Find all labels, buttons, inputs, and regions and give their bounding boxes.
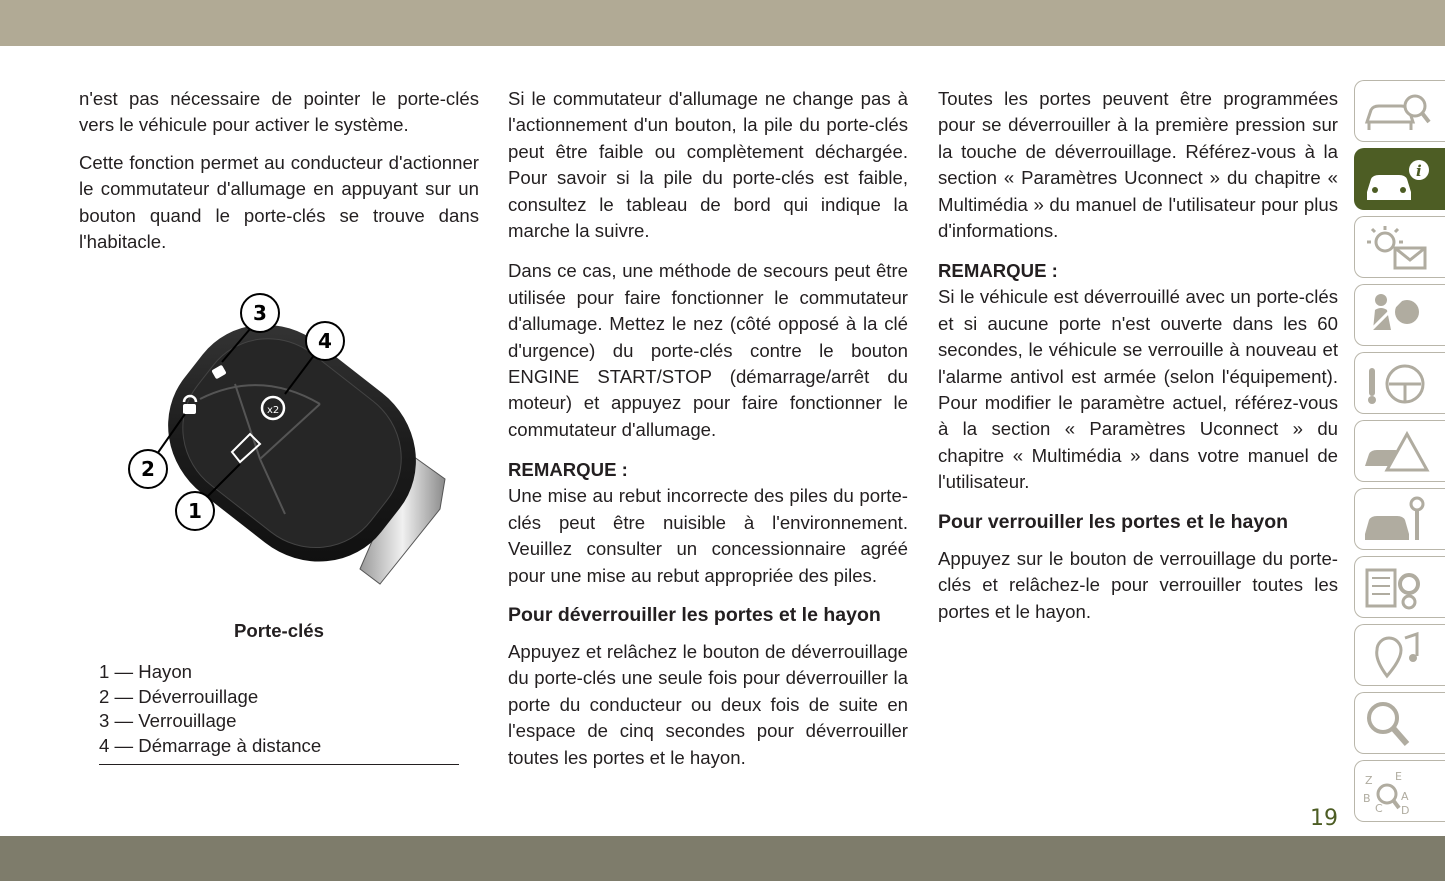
alphabetical-index-icon (1361, 766, 1433, 818)
tab-emergency[interactable] (1354, 420, 1445, 482)
multimedia-icon (1361, 630, 1433, 682)
paragraph: Si le commutateur d'allumage ne change pas à l'actionnement d'un bouton, la pile du porte-clés peut être faible ou complètement déchargée. Pour savoir si la pile du porte-clés est faible, consultez le tableau de bord qui indique la marche la suivre. (508, 88, 908, 242)
tab-warning-lights[interactable] (1354, 216, 1445, 278)
svg-text:C: C (1375, 802, 1383, 815)
tab-safety[interactable] (1354, 284, 1445, 346)
tab-service[interactable] (1354, 488, 1445, 550)
paragraph: Toutes les portes peuvent être programmées pour se déverrouiller à la première pression sur la touche de déverrouillage. Référez-vous à la section « Paramètres Uconnect » du chapitre « Multimédia » du manuel de l'utilisateur pour plus d'informations. (938, 88, 1338, 242)
paragraph: Appuyez sur le bouton de verrouillage du porte-clés et relâchez-le pour verrouiller toutes les portes et le hayon. (938, 547, 1338, 622)
svg-text:i: i (1416, 162, 1422, 180)
warning-light-message-icon (1361, 222, 1433, 274)
svg-text:B: B (1363, 792, 1371, 805)
callout-3: 3 (253, 301, 267, 325)
legend-item: 2 — Déverrouillage (99, 685, 259, 707)
bottom-bar (0, 836, 1445, 881)
car-info-icon (1361, 154, 1433, 206)
tab-multimedia[interactable] (1354, 624, 1445, 686)
tab-index[interactable] (1354, 760, 1445, 822)
tab-customer-assistance[interactable] (1354, 692, 1445, 754)
specifications-gear-icon (1361, 562, 1433, 614)
figure-legend (99, 660, 459, 765)
svg-text:Z: Z (1365, 774, 1373, 787)
paragraph: n'est pas nécessaire de pointer le porte-clés vers le véhicule pour activer le système. (79, 88, 479, 136)
column-3 (938, 86, 1338, 636)
legend-item: 1 — Hayon (99, 661, 193, 682)
note-title: REMARQUE : (508, 459, 628, 481)
car-inspection-icon (1361, 86, 1433, 138)
paragraph: Cette fonction permet au conducteur d'actionner le commutateur d'allumage en appuyant sur un bouton quand le porte-clés se trouve dans l'habitacle. (79, 151, 479, 253)
svg-text:x2: x2 (267, 405, 280, 416)
top-bar (0, 0, 1445, 46)
page-number: 19 (1310, 806, 1338, 831)
svg-text:E: E (1395, 770, 1402, 783)
column-2 (508, 86, 908, 782)
airbag-seatbelt-icon (1361, 290, 1433, 342)
paragraph: Dans ce cas, une méthode de secours peut être utilisée pour faire fonctionner le commutateur d'allumage. Mettez le nez (côté opposé à la clé d'urgence) du porte-clés contre le bouton ENGINE START/STOP (démarrage/arrêt du moteur) et appuyez pour faire fonctionner le commutateur d'allumage. (508, 260, 908, 440)
note-text: Si le véhicule est déverrouillé avec un porte-clés et si aucune porte n'est ouverte dans les 60 secondes, le véhicule se verrouille à nouveau et l'alarme antivol est armée (selon l'équipement). Pour modifier le paramètre actuel, référez-vous à la section « Paramètres Uconnect » du chapitre « Multimédia » dans votre manuel de l'utilisateur. (938, 286, 1338, 493)
search-magnifier-icon (1361, 698, 1433, 750)
note-text: Une mise au rebut incorrecte des piles du porte-clés peut être nuisible à l'environnement. Veuillez consulter un concessionnaire agréé pour une mise au rebut appropriée des piles. (508, 485, 908, 586)
tab-car-info[interactable] (1354, 148, 1445, 210)
tab-starting-operating[interactable] (1354, 352, 1445, 414)
tab-specifications[interactable] (1354, 556, 1445, 618)
note (508, 457, 908, 589)
note-title: REMARQUE : (938, 260, 1058, 282)
note (938, 258, 1338, 495)
section-heading: Pour déverrouiller les portes et le hayon (508, 603, 881, 626)
callout-2: 2 (141, 457, 155, 481)
steering-wheel-icon (1361, 358, 1433, 410)
callout-1: 1 (188, 499, 202, 523)
car-hazard-icon (1361, 426, 1433, 478)
tab-car-inspection[interactable] (1354, 80, 1445, 142)
svg-text:D: D (1401, 804, 1410, 817)
car-wrench-icon (1361, 494, 1433, 546)
legend-item: 4 — Démarrage à distance (99, 734, 322, 756)
section-heading: Pour verrouiller les portes et le hayon (938, 510, 1289, 533)
svg-text:A: A (1401, 790, 1409, 803)
paragraph: Appuyez et relâchez le bouton de déverrouillage du porte-clés une seule fois pour déverrouiller la porte du conducteur ou deux fois de suite en l'espace de cinq secondes pour déverrouiller toutes les portes et le hayon. (508, 640, 908, 768)
legend-item: 3 — Verrouillage (99, 710, 237, 731)
figure-caption: Porte-clés (234, 620, 324, 641)
key-fob-illustration (110, 284, 455, 594)
column-1 (79, 86, 479, 266)
callout-4: 4 (318, 329, 332, 353)
